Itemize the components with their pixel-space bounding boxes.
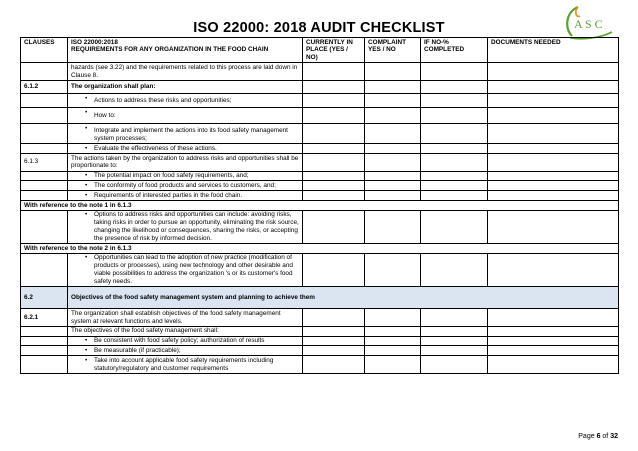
table-row [21, 346, 619, 356]
table-row [21, 81, 619, 94]
total-pages: 32 [610, 433, 618, 440]
requirement-bullet: • Actions to address these risks and opportunities; [68, 94, 303, 108]
requirement-text: hazards (see 3.22) and the requirements related to this process are laid down in Clause 8. [68, 63, 303, 81]
company-logo [560, 2, 620, 42]
table-row [21, 244, 619, 254]
requirement-bullet: • Opportunities can lead to the adoption of new practice (modification of products or processes), using new technology and other desirable and viable possibilities to address the organization 's or its customer's food safety needs. [68, 253, 303, 286]
column-header-currently-in-place: CURRENTLY IN PLACE (YES / NO) [303, 38, 365, 63]
table-row [21, 191, 619, 201]
requirement-bullet: • Integrate and implement the actions into its food safety management system processes; [68, 124, 303, 144]
requirement-bullet: • Be consistent with food safety policy; authorization of results [68, 336, 303, 346]
current-page: 6 [596, 433, 601, 440]
requirement-bullet: • Evaluate the effectiveness of these actions. [68, 144, 303, 154]
clause-number: 6.2.1 [21, 309, 68, 327]
section-row [21, 287, 619, 309]
table-row [21, 124, 619, 144]
requirement-bullet: • Be measurable (if practicable); [68, 346, 303, 356]
table-row [21, 171, 619, 181]
table-row [21, 63, 619, 81]
requirement-bullet: • Take into account applicable food safety requirements including statutory/regulatory and customer requirements [68, 356, 303, 374]
requirement-bullet: • The potential impact on food safety requirements, and; [68, 171, 303, 181]
clause-number: 6.2 [21, 287, 68, 309]
requirement-text: The actions taken by the organization to address risks and opportunities shall be proportionate to: [68, 154, 303, 172]
clause-number: 6.1.2 [21, 81, 68, 94]
requirement-bullet: • The conformity of food products and services to customers, and; [68, 181, 303, 191]
column-header-requirements [68, 38, 303, 63]
table-row [21, 356, 619, 374]
column-header-iso-standard: ISO 22000:2018 [71, 38, 118, 46]
table-row [21, 210, 619, 243]
table-header-row [21, 38, 619, 63]
logo-text: A S C [574, 17, 603, 31]
table-row [21, 181, 619, 191]
requirement-text: The objectives of the food safety management shall: [68, 326, 303, 336]
note-reference: With reference to the note 2 in 6.1.3 [21, 244, 619, 254]
table-row [21, 201, 619, 211]
requirement-text: The organization shall plan: [68, 81, 303, 94]
table-row [21, 309, 619, 327]
clause-number: 6.1.3 [21, 154, 68, 172]
table-row [21, 253, 619, 286]
page-number: Page 6 of 32 [578, 433, 618, 440]
audit-checklist-table [20, 37, 619, 374]
table-row [21, 108, 619, 124]
column-header-if-no-percent: IF NO-% COMPLETED [421, 38, 488, 63]
column-header-requirements-text: REQUIREMENTS FOR ANY ORGANIZATION IN THE FOOD CHAIN [71, 46, 269, 54]
table-row [21, 336, 619, 346]
column-header-clauses: CLAUSES [21, 38, 68, 63]
table-row [21, 144, 619, 154]
column-header-compliant: COMPLAINT YES / NO [365, 38, 421, 63]
requirement-bullet: • Options to address risks and opportunities can include: avoiding risks, taking risks in order to pursue an opportunity, eliminating the risk source, changing the likelihood or consequences, sharing the risks, or accepting the presence of risk by informed decision. [68, 210, 303, 243]
column-header-documents-needed: DOCUMENTS NEEDED [488, 38, 619, 63]
table-row [21, 94, 619, 108]
requirement-bullet: • Requirements of interested parties in the food chain. [68, 191, 303, 201]
requirement-bullet: • How to: [68, 108, 303, 124]
table-row [21, 154, 619, 172]
note-reference: With reference to the note 1 in 6.1.3 [21, 201, 619, 211]
page-title: ISO 22000: 2018 AUDIT CHECKLIST [193, 20, 445, 36]
section-title: Objectives of the food safety management system and planning to achieve them [68, 287, 619, 309]
table-row [21, 326, 619, 336]
requirement-text: The organization shall establish objectives of the food safety management system at relevant functions and levels. [68, 309, 303, 327]
